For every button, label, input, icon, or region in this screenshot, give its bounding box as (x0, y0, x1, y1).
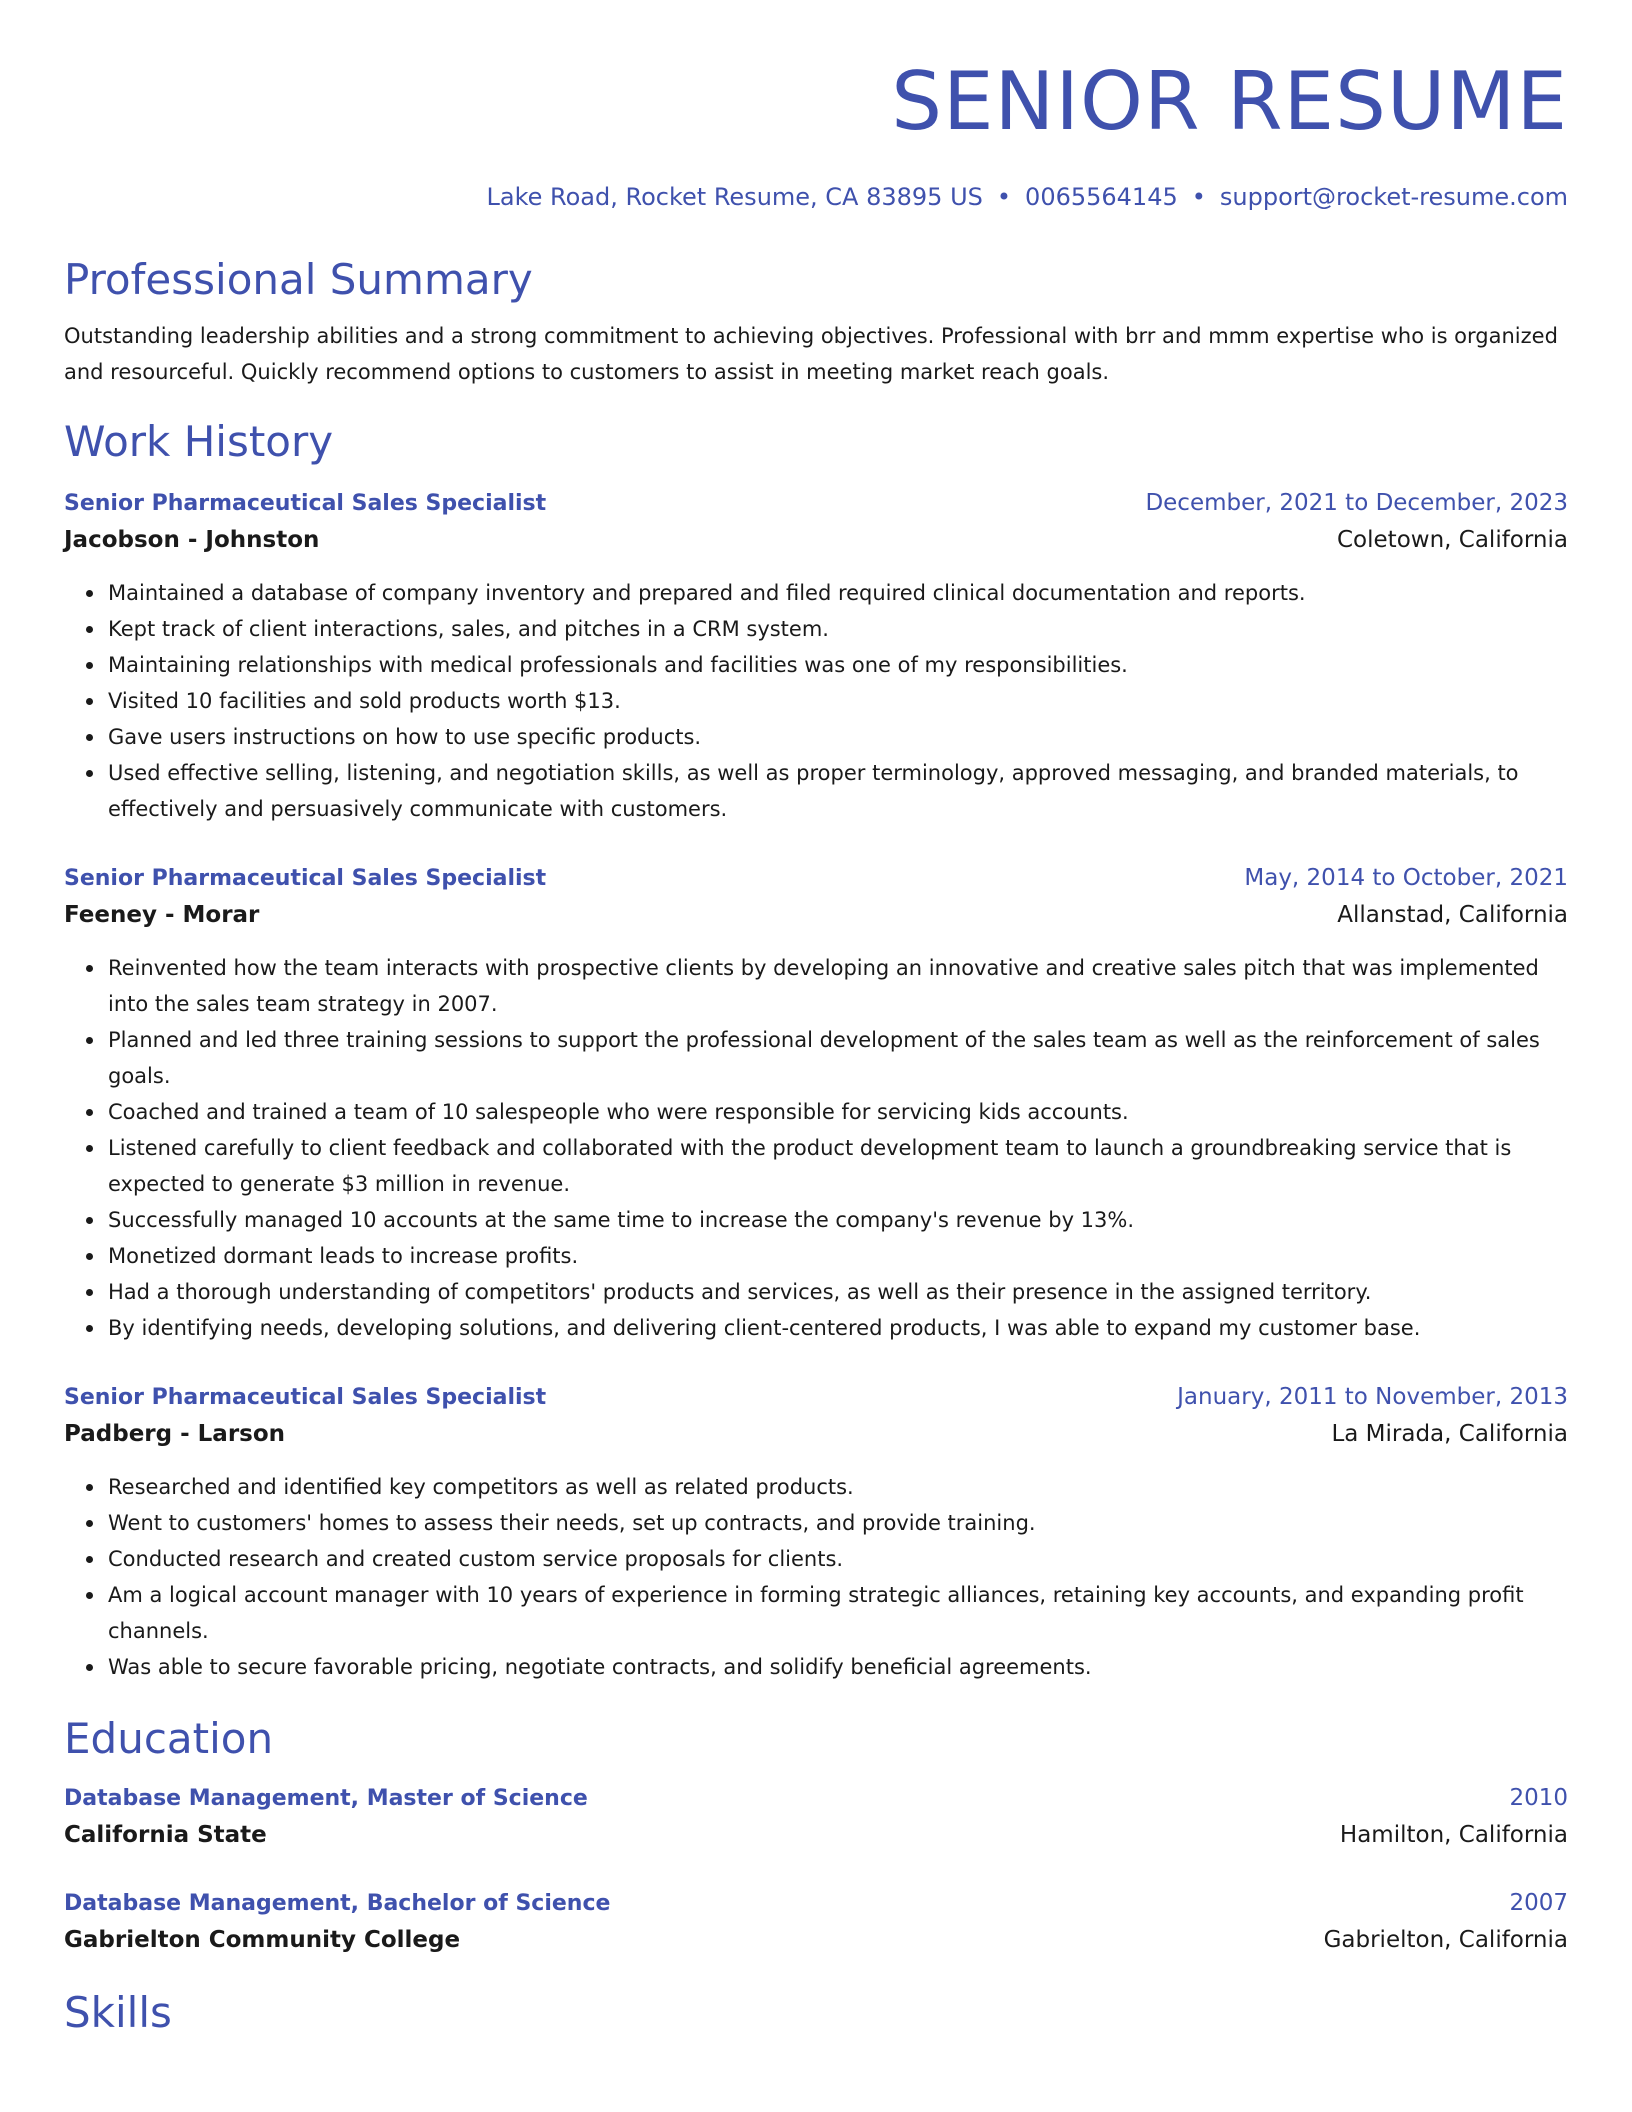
job-dates: May, 2014 to October, 2021 (1244, 865, 1568, 891)
job-company-row (64, 1415, 1568, 1453)
education-school-row (64, 1816, 1568, 1854)
job-location: Allanstad, California (1337, 902, 1568, 928)
contact-address: Lake Road, Rocket Resume, CA 83895 US (486, 183, 983, 211)
education-year: 2010 (1509, 1785, 1568, 1811)
contact-separator: • (1191, 183, 1206, 211)
list-item: Researched and identified key competitors as well as related products. (108, 1469, 1568, 1505)
list-item: Am a logical account manager with 10 years of experience in forming strategic alliances, retaining key accounts, and expanding profit channels. (108, 1577, 1568, 1649)
job-title: Senior Pharmaceutical Sales Specialist (64, 866, 547, 891)
job-entry (64, 486, 1568, 827)
job-entry (64, 861, 1568, 1346)
job-dates: December, 2021 to December, 2023 (1145, 490, 1568, 516)
job-header-row (64, 486, 1568, 521)
job-company: Feeney - Morar (64, 902, 260, 928)
job-title: Senior Pharmaceutical Sales Specialist (64, 491, 547, 516)
list-item: Maintaining relationships with medical professionals and facilities was one of my responsibilities. (108, 647, 1568, 683)
education-degree: Database Management, Bachelor of Science (64, 1891, 611, 1916)
job-bullets (64, 1469, 1568, 1685)
list-item: Used effective selling, listening, and negotiation skills, as well as proper terminology, approved messaging, and branded materials, to effectively and persuasively communicate with customers. (108, 755, 1568, 827)
education-degree: Database Management, Master of Science (64, 1786, 588, 1811)
education-entry (64, 1781, 1568, 1854)
list-item: Went to customers' homes to assess their needs, set up contracts, and provide training. (108, 1505, 1568, 1541)
section-title-education: Education (64, 1714, 274, 1763)
list-item: Visited 10 facilities and sold products worth $13. (108, 683, 1568, 719)
job-location: Coletown, California (1337, 527, 1568, 553)
education-header-row (64, 1781, 1568, 1816)
list-item: Reinvented how the team interacts with prospective clients by developing an innovative and creative sales pitch that was implemented into the sales team strategy in 2007. (108, 950, 1568, 1022)
section-title-work-history: Work History (64, 417, 334, 466)
resume-name: SENIOR RESUME (891, 55, 1568, 148)
resume-header (64, 54, 1568, 212)
section-title-skills: Skills (64, 1988, 172, 2037)
list-item: By identifying needs, developing solutions, and delivering client-centered products, I was able to expand my customer base. (108, 1310, 1568, 1346)
list-item: Coached and trained a team of 10 salespeople who were responsible for servicing kids accounts. (108, 1094, 1568, 1130)
job-dates: January, 2011 to November, 2013 (1177, 1384, 1568, 1410)
education-school: California State (64, 1822, 267, 1848)
job-company-row (64, 896, 1568, 934)
job-location: La Mirada, California (1331, 1421, 1568, 1447)
list-item: Listened carefully to client feedback and collaborated with the product development team to launch a groundbreaking service that is expected to generate $3 million in revenue. (108, 1130, 1568, 1202)
list-item: Was able to secure favorable pricing, negotiate contracts, and solidify beneficial agreements. (108, 1649, 1568, 1685)
job-company: Padberg - Larson (64, 1421, 286, 1447)
list-item: Kept track of client interactions, sales, and pitches in a CRM system. (108, 611, 1568, 647)
job-entry (64, 1380, 1568, 1685)
education-entry (64, 1886, 1568, 1959)
education-school-row (64, 1921, 1568, 1959)
list-item: Gave users instructions on how to use specific products. (108, 719, 1568, 755)
education-location: Gabrielton, California (1323, 1927, 1568, 1953)
list-item: Monetized dormant leads to increase profits. (108, 1238, 1568, 1274)
job-company: Jacobson - Johnston (64, 527, 320, 553)
job-header-row (64, 861, 1568, 896)
list-item: Had a thorough understanding of competitors' products and services, as well as their presence in the assigned territory. (108, 1274, 1568, 1310)
job-company-row (64, 521, 1568, 559)
list-item: Planned and led three training sessions to support the professional development of the sales team as well as the reinforcement of sales goals. (108, 1022, 1568, 1094)
education-location: Hamilton, California (1339, 1822, 1568, 1848)
list-item: Successfully managed 10 accounts at the same time to increase the company's revenue by 13%. (108, 1202, 1568, 1238)
contact-phone: 0065564145 (1025, 183, 1178, 211)
contact-email[interactable]: support@rocket-resume.com (1219, 183, 1568, 211)
education-header-row (64, 1886, 1568, 1921)
job-bullets (64, 575, 1568, 827)
list-item: Maintained a database of company inventory and prepared and filed required clinical documentation and reports. (108, 575, 1568, 611)
job-title: Senior Pharmaceutical Sales Specialist (64, 1385, 547, 1410)
contact-line (64, 182, 1568, 212)
contact-separator: • (996, 183, 1012, 211)
job-bullets (64, 950, 1568, 1346)
list-item: Conducted research and created custom service proposals for clients. (108, 1541, 1568, 1577)
section-title-summary: Professional Summary (64, 255, 533, 304)
education-school: Gabrielton Community College (64, 1927, 461, 1953)
education-year: 2007 (1509, 1890, 1568, 1916)
job-header-row (64, 1380, 1568, 1415)
summary-text: Outstanding leadership abilities and a strong commitment to achieving objectives. Professional with brr and mmm expertise who is organized and resourceful. Quickly recommend options to customers to assist in meeting market reach goals. (64, 324, 1558, 384)
